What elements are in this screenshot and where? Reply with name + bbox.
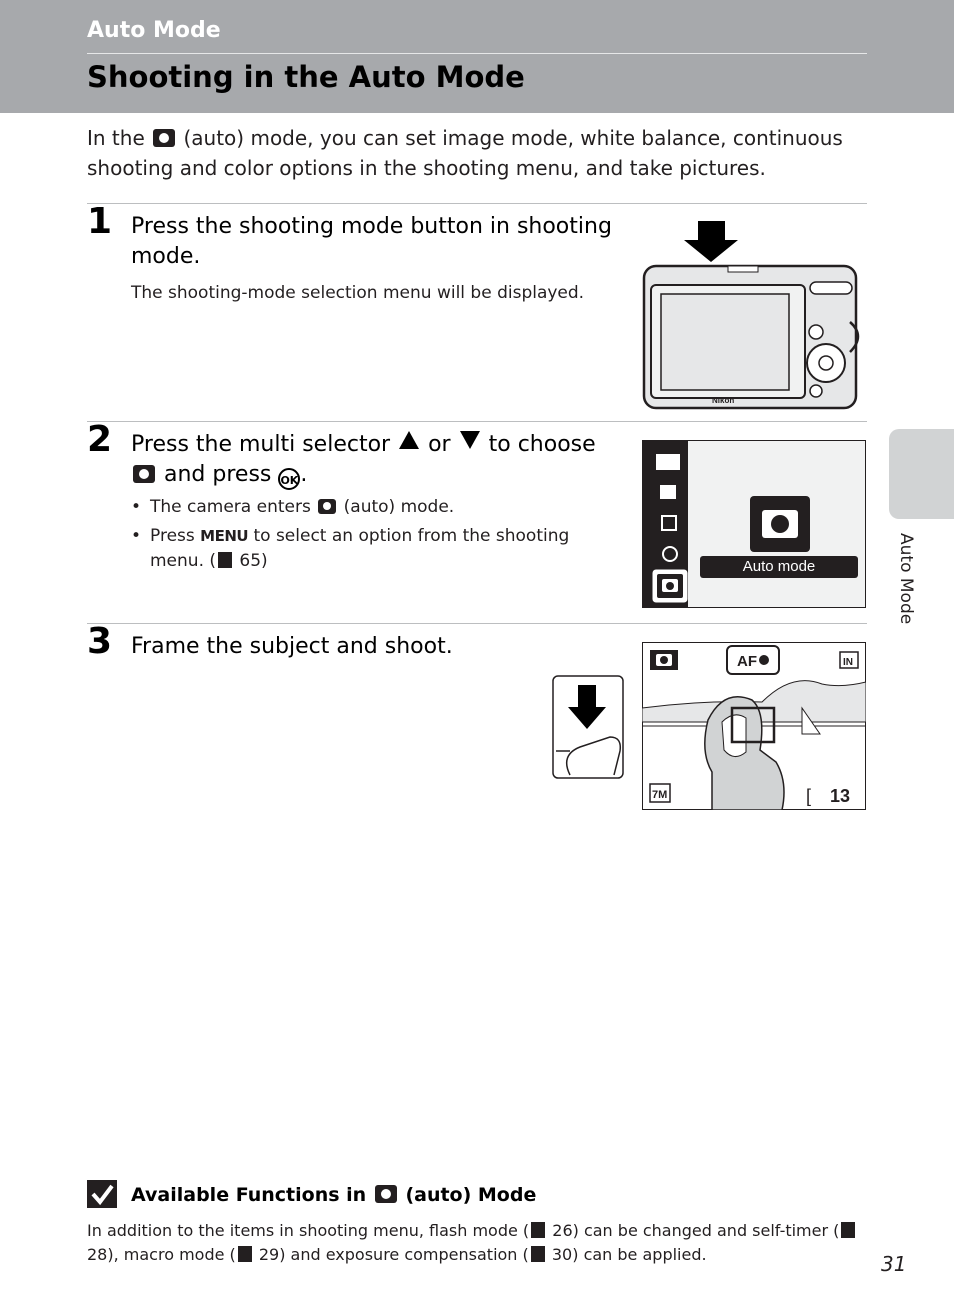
tip-text-part: In addition to the items in shooting menu, flash mode ( bbox=[87, 1221, 530, 1240]
up-arrow-icon bbox=[399, 431, 419, 449]
viewfinder-screen bbox=[642, 642, 866, 810]
tip-title-text: (auto) Mode bbox=[405, 1184, 537, 1206]
scene-icon bbox=[656, 454, 680, 470]
section-title: Auto Mode bbox=[87, 18, 221, 43]
bullet-text: (auto) mode. bbox=[343, 497, 455, 517]
brand-logo: Nikon bbox=[712, 396, 735, 405]
reference-icon bbox=[531, 1246, 545, 1262]
image-mode-label: 7M bbox=[652, 789, 668, 801]
reference-icon bbox=[531, 1222, 545, 1238]
reference-icon bbox=[841, 1222, 855, 1238]
reference-icon bbox=[238, 1246, 252, 1262]
camera-screen bbox=[661, 294, 789, 390]
memory-label: IN bbox=[843, 657, 853, 668]
heading-text: to choose bbox=[488, 432, 596, 457]
step-heading bbox=[131, 430, 621, 490]
step-divider bbox=[87, 203, 867, 204]
page-number: 31 bbox=[881, 1252, 907, 1276]
menu-icon: MENU bbox=[200, 527, 249, 545]
step-divider bbox=[87, 421, 867, 422]
mode-label: Auto mode bbox=[700, 556, 858, 578]
list-item bbox=[131, 524, 611, 574]
page-header bbox=[0, 0, 954, 113]
step-number: 3 bbox=[87, 621, 113, 662]
ok-icon: OK bbox=[278, 468, 300, 490]
camera-icon bbox=[153, 129, 175, 147]
bullet-text: to select an option from the shooting menu. ( bbox=[150, 526, 570, 571]
menu-button bbox=[809, 325, 823, 339]
bullet-text: The camera enters bbox=[150, 497, 311, 517]
face bbox=[722, 715, 746, 757]
down-arrow-icon bbox=[460, 431, 480, 449]
tip-text bbox=[87, 1219, 877, 1267]
intro-before: In the bbox=[87, 126, 145, 150]
step-heading: Press the shooting mode button in shooting mode. bbox=[131, 214, 612, 269]
zoom-control bbox=[810, 282, 852, 294]
mode-menu-screen bbox=[642, 440, 866, 608]
list-item bbox=[131, 495, 611, 520]
tip-title-text: Available Functions in bbox=[131, 1184, 367, 1206]
heading-text: . bbox=[300, 462, 308, 487]
press-arrow-icon bbox=[684, 221, 738, 262]
intro-paragraph bbox=[87, 123, 867, 183]
tip-text-part: 30) can be applied. bbox=[551, 1245, 707, 1264]
af-label: AF bbox=[737, 653, 757, 670]
step-number: 2 bbox=[87, 419, 113, 460]
page-title: Shooting in the Auto Mode bbox=[87, 60, 525, 94]
bullet-text: Press bbox=[150, 526, 195, 546]
svg-text:[: [ bbox=[806, 786, 812, 806]
bullet-text: 65) bbox=[239, 551, 268, 571]
camera-back-illustration bbox=[640, 218, 868, 412]
header-divider bbox=[87, 53, 867, 54]
heading-text: or bbox=[428, 432, 451, 457]
reference-icon bbox=[218, 552, 232, 568]
camera-icon bbox=[375, 1185, 397, 1203]
heading-text: and press bbox=[164, 462, 272, 487]
side-tab-label: Auto Mode bbox=[896, 533, 916, 625]
camera-icon bbox=[318, 499, 336, 514]
camera-icon bbox=[133, 465, 155, 483]
exposures-remaining: 13 bbox=[830, 786, 851, 806]
step-number: 1 bbox=[87, 201, 113, 242]
tip-title bbox=[131, 1184, 536, 1206]
step-divider bbox=[87, 623, 867, 624]
tip-text-part: 28), macro mode ( bbox=[87, 1245, 236, 1264]
step-description: The shooting-mode selection menu will be displayed. bbox=[131, 283, 585, 303]
tip-text-part: 26) can be changed and self-timer ( bbox=[552, 1221, 840, 1240]
delete-button bbox=[810, 385, 822, 397]
side-tab bbox=[889, 429, 954, 519]
check-icon bbox=[87, 1180, 117, 1208]
shutter-press-illustration bbox=[552, 675, 624, 779]
movie-icon bbox=[660, 485, 676, 499]
tip-text-part: 29) and exposure compensation ( bbox=[258, 1245, 529, 1264]
intro-after: (auto) mode, you can set image mode, white balance, continuous shooting and color options in the shooting menu, and take pictures. bbox=[87, 126, 843, 180]
step-heading: Frame the subject and shoot. bbox=[131, 634, 453, 659]
heading-text: Press the multi selector bbox=[131, 432, 391, 457]
